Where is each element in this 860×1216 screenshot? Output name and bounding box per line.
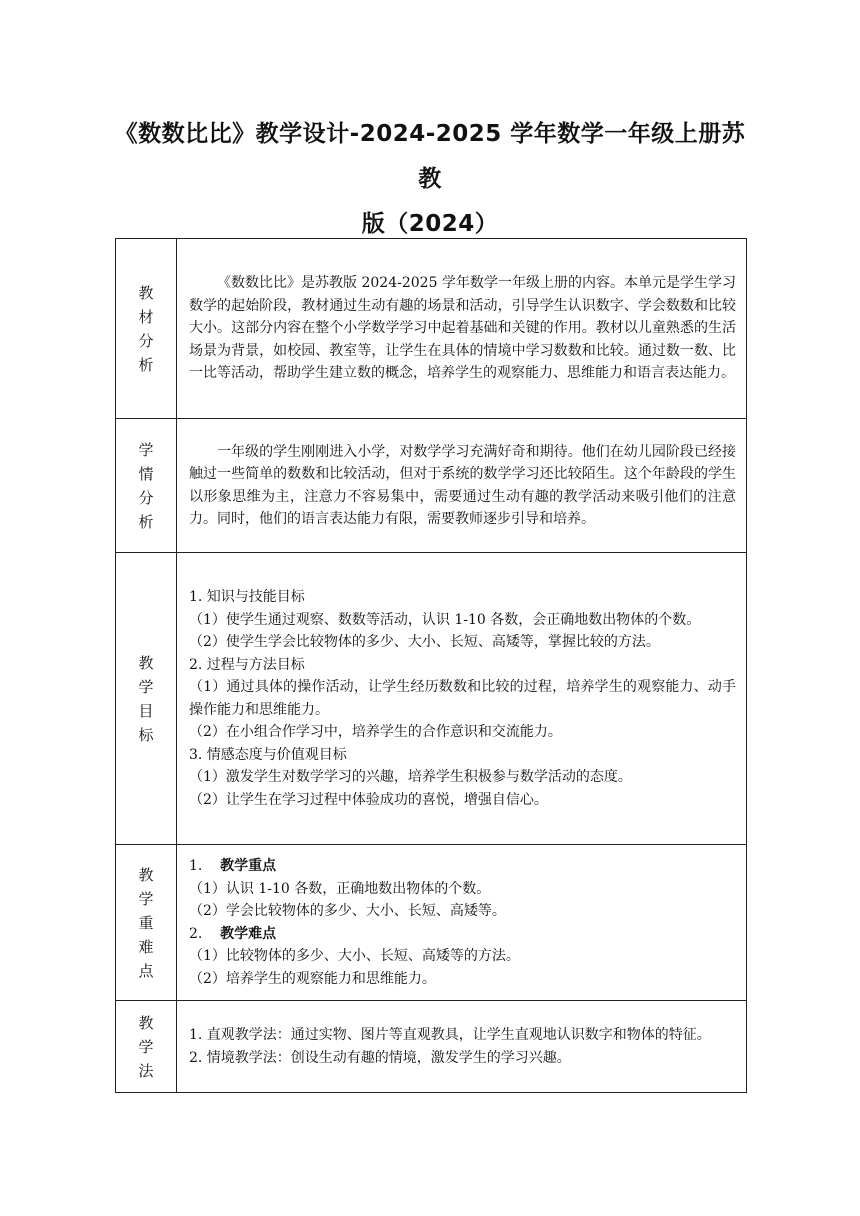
goal-line: （2）在小组合作学习中，培养学生的合作意识和交流能力。 — [189, 724, 562, 740]
label-student-analysis: 学 情 分 析 — [116, 419, 177, 553]
difficult-point-item: （2）培养学生的观察能力和思维能力。 — [189, 970, 436, 987]
row-student-analysis — [116, 419, 747, 553]
content-material-analysis — [177, 239, 747, 419]
goal-line: （1）激发学生对数学学习的兴趣，培养学生积极参与数学活动的态度。 — [189, 769, 632, 785]
goal-line: （1）通过具体的操作活动，让学生经历数数和比较的过程，培养学生的观察能力、动手操作能力和思维能力。 — [189, 679, 736, 718]
difficult-point-item: （1）比较物体的多少、大小、长短、高矮等的方法。 — [189, 948, 520, 964]
goal-line: 2. 过程与方法目标 — [189, 656, 305, 673]
label-material-analysis: 教 材 分 析 — [116, 239, 177, 419]
method-line: 2. 情境教学法：创设生动有趣的情境，激发学生的学习兴趣。 — [189, 1049, 571, 1066]
key-points-heading: 1. 教学重点 — [189, 858, 277, 874]
label-teaching-methods: 教 学 法 — [116, 1001, 177, 1093]
content-key-difficult-points — [177, 845, 747, 1001]
goal-line: 3. 情感态度与价值观目标 — [189, 746, 347, 763]
material-analysis-text: 《数数比比》是苏教版 2024-2025 学年数学一年级上册的内容。本单元是学生学习数学的起始阶段，教材通过生动有趣的场景和活动，引导学生认识数字、学会数数和比较大小。这部分内容在整个小学数学学习中起着基础和关键的作用。教材以儿童熟悉的生活场景为背景，如校园、教室等，让学生在具体的情境中学习数数和比较。通过数一数、比一比等活动，帮助学生建立数的概念，培养学生的观察能力、思维能力和语言表达能力。 — [189, 275, 736, 382]
row-teaching-goals — [116, 553, 747, 845]
student-analysis-text: 一年级的学生刚刚进入小学，对数学学习充满好奇和期待。他们在幼儿园阶段已经接触过一些简单的数数和比较活动，但对于系统的数学学习还比较陌生。这个年龄段的学生以形象思维为主，注意力不容易集中，需要通过生动有趣的教学活动来吸引他们的注意力。同时，他们的语言表达能力有限，需要教师逐步引导和培养。 — [189, 443, 736, 527]
label-teaching-goals: 教 学 目 标 — [116, 553, 177, 845]
difficult-points-heading: 2. 教学难点 — [189, 925, 277, 942]
goal-line: 1. 知识与技能目标 — [189, 589, 305, 605]
method-line: 1. 直观教学法：通过实物、图片等直观教具，让学生直观地认识数字和物体的特征。 — [189, 1027, 711, 1043]
content-student-analysis — [177, 419, 747, 553]
content-teaching-methods — [177, 1001, 747, 1093]
row-teaching-methods — [116, 1001, 747, 1093]
goal-line: （1）使学生通过观察、数数等活动，认识 1-10 各数，会正确地数出物体的个数。 — [189, 611, 701, 628]
goal-line: （2）让学生在学习过程中体验成功的喜悦，增强自信心。 — [189, 791, 548, 808]
row-material-analysis — [116, 239, 747, 419]
goal-line: （2）使学生学会比较物体的多少、大小、长短、高矮等，掌握比较的方法。 — [189, 634, 660, 650]
title-line-1: 《数数比比》教学设计-2024-2025 学年数学一年级上册苏教 — [114, 121, 746, 192]
document-title — [110, 112, 750, 247]
lesson-plan-table — [115, 238, 747, 1093]
label-key-difficult-points: 教 学 重 难 点 — [116, 845, 177, 1001]
row-key-difficult-points — [116, 845, 747, 1001]
title-line-2: 版（2024） — [361, 211, 499, 237]
key-point-item: （1）认识 1-10 各数，正确地数出物体的个数。 — [189, 880, 491, 897]
content-teaching-goals — [177, 553, 747, 845]
key-point-item: （2）学会比较物体的多少、大小、长短、高矮等。 — [189, 903, 506, 919]
